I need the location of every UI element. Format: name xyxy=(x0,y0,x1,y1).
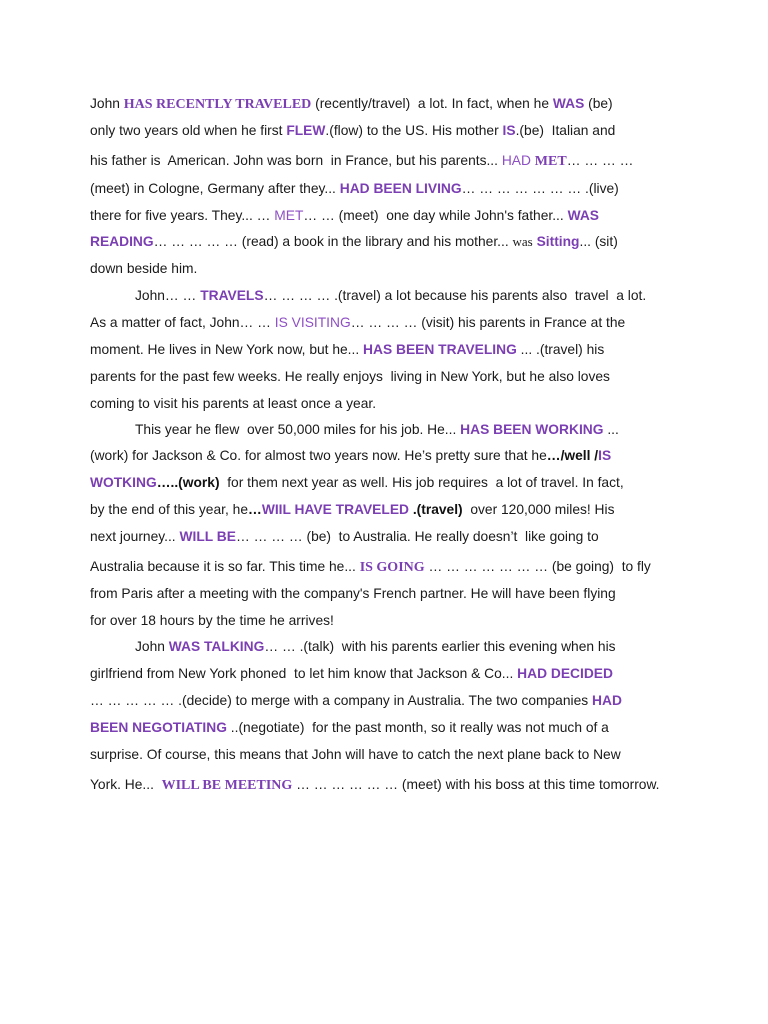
text-run: down beside him. xyxy=(90,261,198,276)
text-run: … … … … … (read) a book in the library and his mother... xyxy=(153,234,513,249)
text-line xyxy=(90,558,651,577)
text-run: over 120,000 miles! His xyxy=(462,502,615,517)
text-run: only two years old when he first xyxy=(90,123,287,138)
text-run: (be) xyxy=(584,96,613,111)
text-line xyxy=(90,95,613,114)
answer: IS xyxy=(598,448,612,463)
text-line xyxy=(90,746,621,764)
text-line xyxy=(90,474,624,492)
text-line xyxy=(90,180,619,198)
text-run: ... .(travel) his xyxy=(516,342,605,357)
text-run: John xyxy=(135,639,169,654)
text-run: was xyxy=(512,234,533,249)
text-run: moment. He lives in New York now, but he... xyxy=(90,342,364,357)
text-run: girlfriend from New York phoned to let him know that Jackson & Co... xyxy=(90,666,518,681)
answer: HAD xyxy=(501,153,531,168)
text-run: … … … … xyxy=(566,153,634,168)
bold-marker: …/well / xyxy=(546,448,599,463)
text-run: … … … … … .(decide) to merge with a company in Australia. The two companies xyxy=(90,693,593,708)
text-line xyxy=(135,287,646,305)
answer: HAS BEEN TRAVELING xyxy=(363,342,517,357)
text-run: parents for the past few weeks. He really enjoys living in New York, but he also loves xyxy=(90,369,610,384)
text-run: ..(negotiate) for the past month, so it really was not much of a xyxy=(226,720,609,735)
text-run: coming to visit his parents at least once a year. xyxy=(90,396,377,411)
answer: WOTKING xyxy=(90,475,157,490)
text-run: York. He... xyxy=(90,777,162,792)
text-line xyxy=(90,528,599,546)
answer: TRAVELS xyxy=(200,288,264,303)
text-run: … … … … .(travel) a lot because his parents also travel a lot. xyxy=(263,288,647,303)
bold-marker: … xyxy=(248,502,262,517)
bold-marker: …..(work) xyxy=(156,475,220,490)
answer: WAS TALKING xyxy=(168,639,265,654)
text-run: … … … … … … (meet) with his boss at this time tomorrow. xyxy=(292,777,660,792)
answer: HAD DECIDED xyxy=(517,666,613,681)
answer: HAS BEEN WORKING xyxy=(460,422,604,437)
text-line xyxy=(90,665,613,683)
text-line xyxy=(90,612,334,630)
text-run: Australia because it is so far. This time he... xyxy=(90,559,360,574)
answer: BEEN NEGOTIATING xyxy=(90,720,227,735)
text-run: This year he flew over 50,000 miles for his job. He... xyxy=(135,422,461,437)
answer: IS xyxy=(502,123,516,138)
text-run: his father is American. John was born in France, but his parents... xyxy=(90,153,502,168)
answer: Sitting xyxy=(536,234,580,249)
text-line xyxy=(90,692,622,710)
text-run: … … .(talk) with his parents earlier this evening when his xyxy=(264,639,616,654)
answer: MET xyxy=(534,154,567,169)
text-line xyxy=(90,341,604,359)
text-run: (work) for Jackson & Co. for almost two years now. He’s pretty sure that he xyxy=(90,448,547,463)
bold-marker: .(travel) xyxy=(408,502,463,517)
text-line xyxy=(90,585,616,603)
text-line xyxy=(90,260,197,278)
text-line xyxy=(90,776,660,795)
text-line xyxy=(90,233,618,251)
text-run: .(flow) to the US. His mother xyxy=(325,123,503,138)
text-run: As a matter of fact, John… … xyxy=(90,315,275,330)
text-run: John… … xyxy=(135,288,201,303)
answer: READING xyxy=(90,234,154,249)
text-run: next journey... xyxy=(90,529,180,544)
text-line xyxy=(90,207,599,225)
text-line xyxy=(90,368,610,386)
answer: HAD BEEN LIVING xyxy=(339,181,462,196)
text-run: there for five years. They... … xyxy=(90,208,275,223)
text-line xyxy=(90,719,609,737)
text-line xyxy=(90,122,615,140)
text-line xyxy=(90,395,376,413)
answer: HAS RECENTLY TRAVELED xyxy=(123,97,312,112)
answer: IS VISITING xyxy=(274,315,351,330)
answer: WAS xyxy=(552,96,585,111)
text-line xyxy=(135,421,619,439)
answer: HAD xyxy=(592,693,622,708)
answer: FLEW xyxy=(286,123,326,138)
text-run: (meet) in Cologne, Germany after they... xyxy=(90,181,340,196)
text-run: ... xyxy=(603,422,619,437)
text-run: … … … … (visit) his parents in France at the xyxy=(350,315,626,330)
text-run: by the end of this year, he xyxy=(90,502,249,517)
text-run: for over 18 hours by the time he arrives! xyxy=(90,613,334,628)
answer: WILL BE MEETING xyxy=(161,778,293,793)
text-line xyxy=(90,314,625,332)
answer: WILL BE xyxy=(179,529,236,544)
text-line xyxy=(135,638,616,656)
answer: MET xyxy=(274,208,304,223)
text-run: John xyxy=(90,96,124,111)
text-run: … … (meet) one day while John's father... xyxy=(303,208,568,223)
text-run: from Paris after a meeting with the company's French partner. He will have been flying xyxy=(90,586,616,601)
text-run: ... (sit) xyxy=(579,234,618,249)
text-run: .(be) Italian and xyxy=(515,123,616,138)
text-line xyxy=(90,447,611,465)
text-run: surprise. Of course, this means that John will have to catch the next plane back to New xyxy=(90,747,621,762)
answer: WAS xyxy=(567,208,599,223)
text-run: … … … … (be) to Australia. He really doesn’t like going to xyxy=(235,529,599,544)
text-line xyxy=(90,152,633,171)
text-run: … … … … … … … (be going) to fly xyxy=(424,559,651,574)
answer: WIIL HAVE TRAVELED xyxy=(261,502,409,517)
text-line xyxy=(90,501,615,519)
text-run: for them next year as well. His job requires a lot of travel. In fact, xyxy=(219,475,624,490)
text-run: … … … … … … … .(live) xyxy=(461,181,619,196)
answer: IS GOING xyxy=(359,560,425,575)
text-run: (recently/travel) a lot. In fact, when he xyxy=(311,96,553,111)
